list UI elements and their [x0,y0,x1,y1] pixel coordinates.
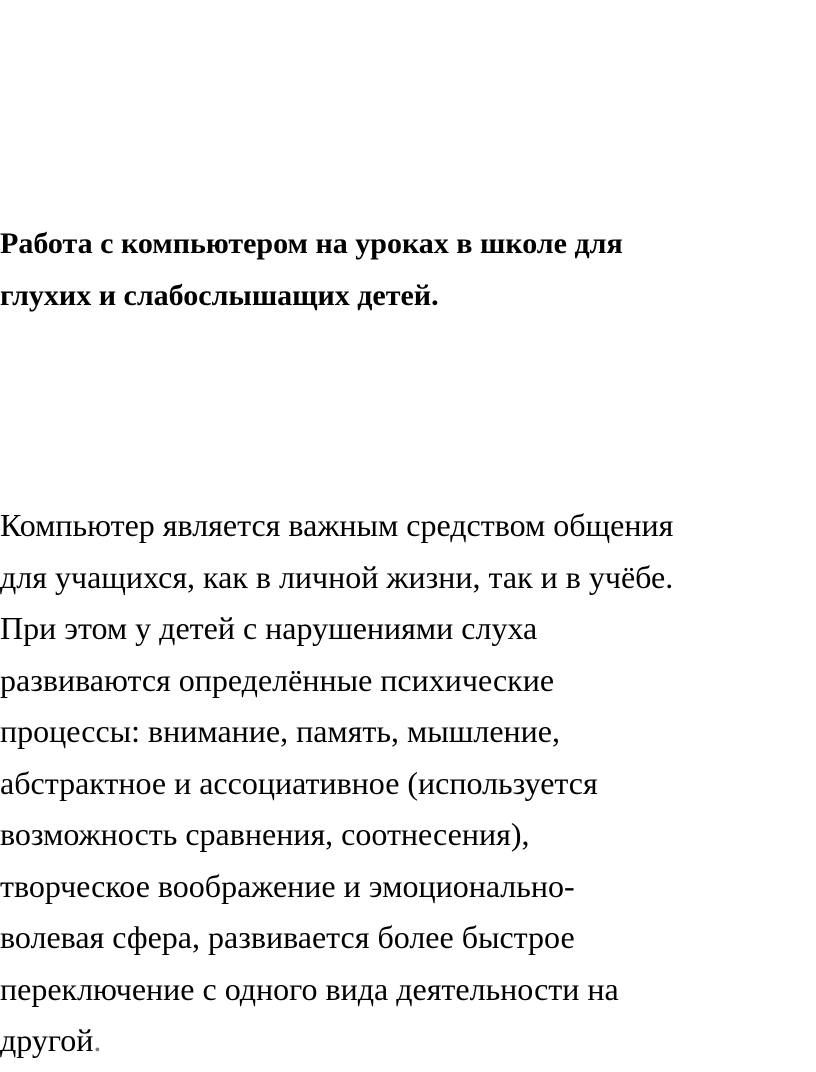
document-title [0,218,816,322]
body-line: Компьютер является важным средством общения [0,507,674,543]
body-line: творческое воображение и эмоционально- [0,867,575,904]
body-line: переключение с одного вида деятельности на [0,970,619,1007]
body-line: При этом у детей с нарушениями слуха [0,610,538,646]
body-line: для учащихся, как в личной жизни, так и в учёбе. [0,558,674,595]
body-line-last-text: другой [0,1022,94,1058]
body-line: развиваются определённые психические [0,661,555,698]
body-paragraph [0,500,816,1067]
body-line-last [0,1015,816,1067]
body-line: волевая сфера, развивается более быстрое [0,919,575,955]
title-line: Работа с компьютером на уроках в школе для [0,227,623,260]
final-period: . [93,1022,102,1058]
title-line: глухих и слабослышащих детей. [0,279,439,312]
body-line: процессы: внимание, память, мышление, [0,713,560,749]
body-line: возможность сравнения, соотнесения), [0,816,530,852]
body-line: абстрактное и ассоциативное (используется [0,764,598,801]
